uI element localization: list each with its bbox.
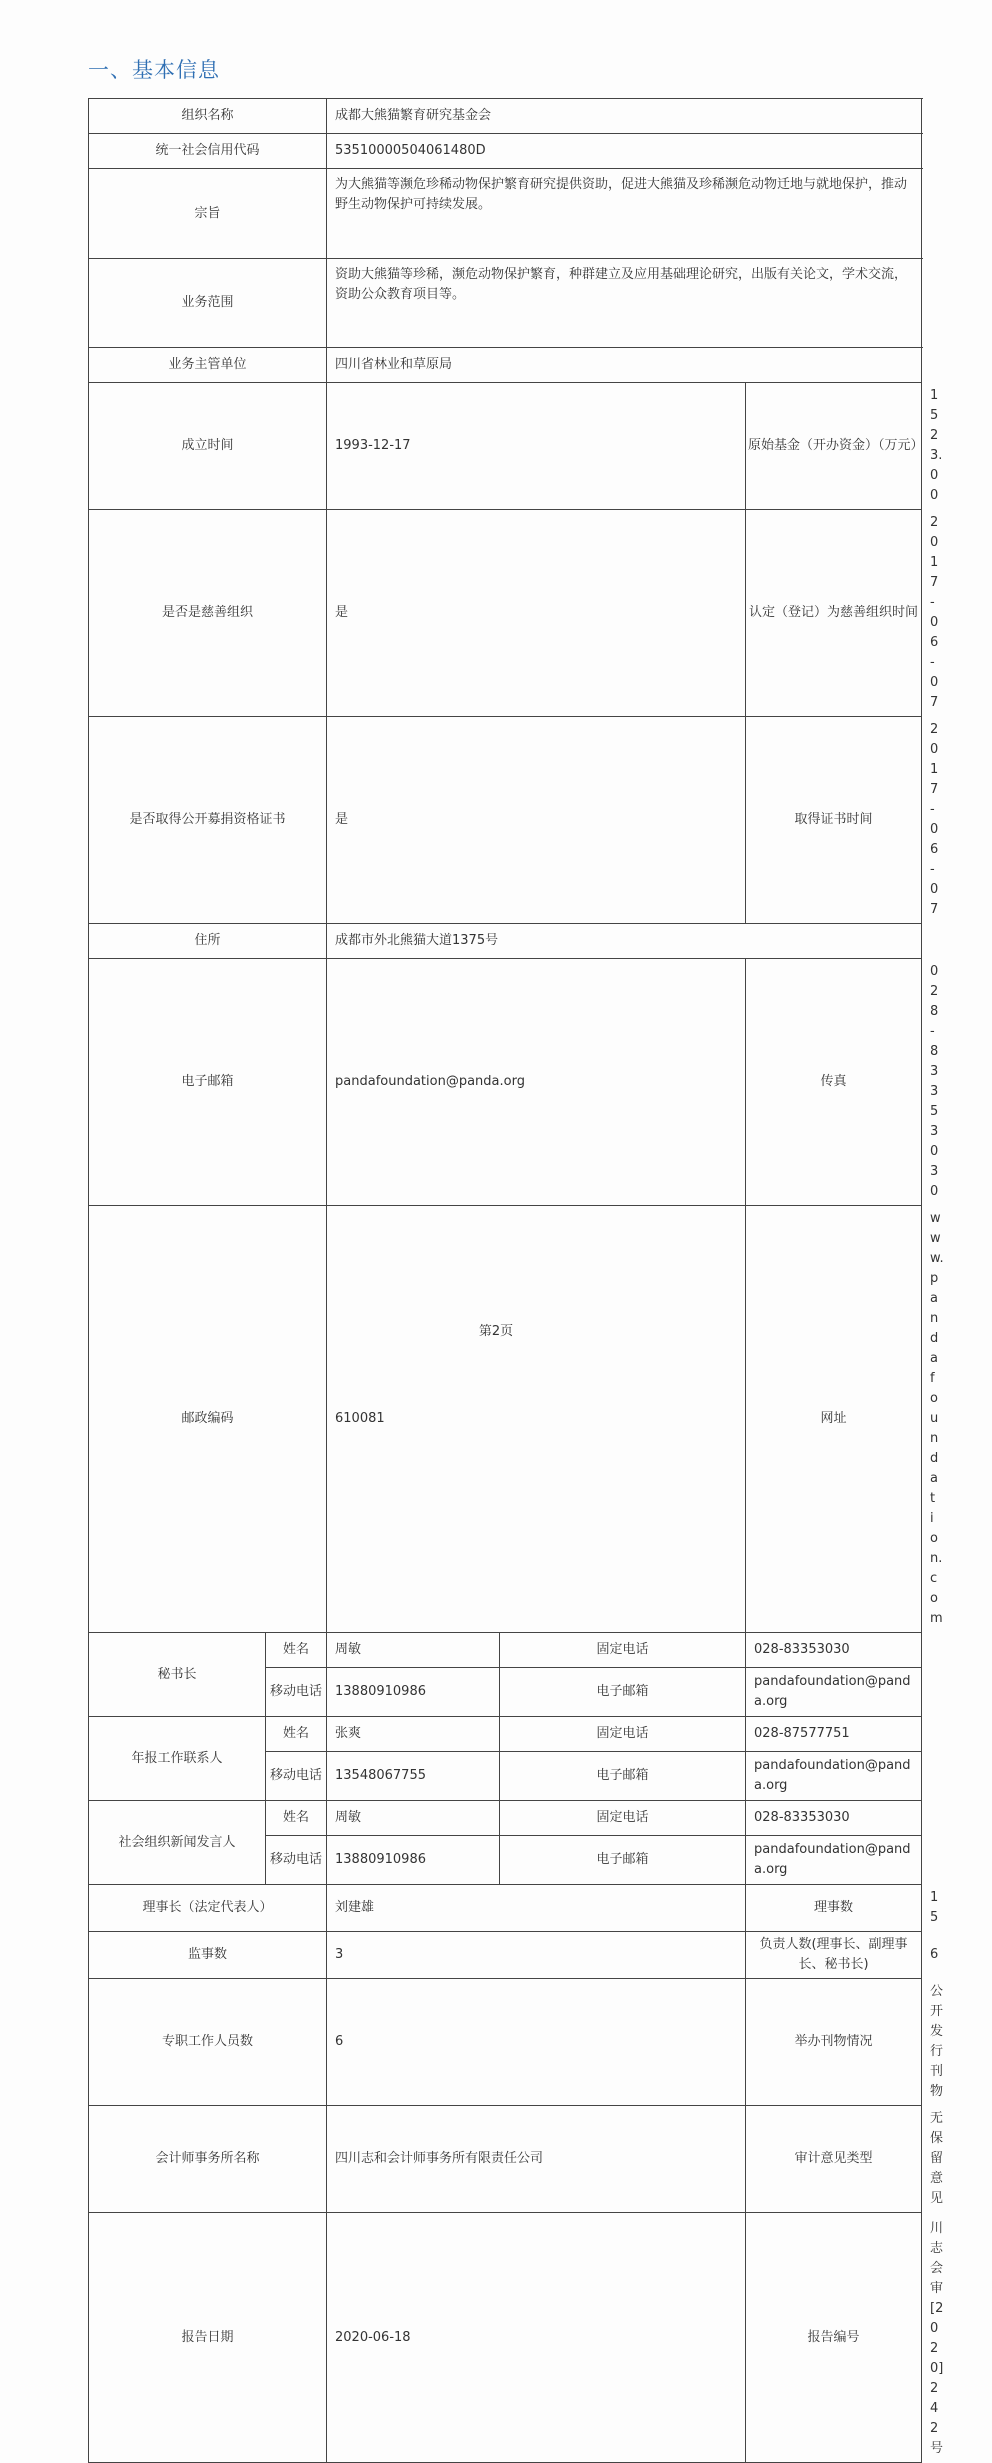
scope-value: 资助大熊猫等珍稀，濒危动物保护繁育，种群建立及应用基础理论研究，出版有关论文，学术交流，资助公众教育项目等。	[327, 259, 922, 348]
credit-code-label: 统一社会信用代码	[89, 134, 327, 169]
supervisors-count-label: 监事数	[89, 1932, 327, 1979]
address-label: 住所	[89, 924, 327, 959]
leaders-count-label: 负责人数(理事长、副理事长、秘书长)	[746, 1932, 922, 1979]
staff-count-label: 专职工作人员数	[89, 1979, 327, 2106]
report-date-value: 2020-06-18	[327, 2213, 746, 2463]
accountant-label: 会计师事务所名称	[89, 2106, 327, 2213]
contact-mobile-label: 移动电话	[266, 1668, 327, 1717]
table-row: 专职工作人员数 6 举办刊物情况 公开发行刊物	[89, 1979, 922, 2106]
contact-email-value: pandafoundation@panda.org	[746, 1668, 922, 1717]
purpose-value: 为大熊猫等濒危珍稀动物保护繁育研究提供资助，促进大熊猫及珍稀濒危动物迁地与就地保护，推动野生动物保护可持续发展。	[327, 169, 922, 259]
contact-mobile-value: 13548067755	[327, 1752, 500, 1801]
contact-role: 秘书长	[89, 1633, 266, 1717]
postcode-value: 610081	[327, 1206, 746, 1633]
table-row	[89, 99, 922, 134]
contact-email-label: 电子邮箱	[500, 1836, 746, 1885]
audit-opinion-label: 审计意见类型	[746, 2106, 922, 2213]
contact-phone-value: 028-83353030	[746, 1801, 922, 1836]
email-label: 电子邮箱	[89, 959, 327, 1206]
scope-label: 业务范围	[89, 259, 327, 348]
contact-phone-value: 028-87577751	[746, 1717, 922, 1752]
contact-email-label: 电子邮箱	[500, 1752, 746, 1801]
table-row: 会计师事务所名称 四川志和会计师事务所有限责任公司 审计意见类型 无保留意见	[89, 2106, 922, 2213]
table-row: 监事数 3 负责人数(理事长、副理事长、秘书长) 6	[89, 1932, 922, 1979]
contact-email-value: pandafoundation@panda.org	[746, 1836, 922, 1885]
contact-phone-label: 固定电话	[500, 1801, 746, 1836]
contact-name-label: 姓名	[266, 1801, 327, 1836]
contact-name-value: 周敏	[327, 1801, 500, 1836]
section-heading: 一、基本信息	[88, 58, 220, 82]
certificate-date-label: 取得证书时间	[746, 717, 922, 924]
table-row: 报告日期 2020-06-18 报告编号 川志会审[2020]242号	[89, 2213, 922, 2463]
purpose-label: 宗旨	[89, 169, 327, 259]
contact-mobile-value: 13880910986	[327, 1668, 500, 1717]
table-row: 理事长（法定代表人） 刘建雄 理事数 15	[89, 1885, 922, 1932]
org-name-value: 成都大熊猫繁育研究基金会	[327, 99, 922, 134]
table-row: 是否取得公开募捐资格证书 是 取得证书时间 2017-06-07	[89, 717, 922, 924]
contact-phone-label: 固定电话	[500, 1717, 746, 1752]
page-number: 第2页	[478, 1324, 514, 1339]
contact-email-value: pandafoundation@panda.org	[746, 1752, 922, 1801]
table-row	[89, 1633, 922, 1668]
postcode-label: 邮政编码	[89, 1206, 327, 1633]
supervisor-label: 业务主管单位	[89, 348, 327, 383]
charity-label: 是否是慈善组织	[89, 510, 327, 717]
report-number-label: 报告编号	[746, 2213, 922, 2463]
table-row	[89, 1801, 922, 1836]
report-date-label: 报告日期	[89, 2213, 327, 2463]
contact-phone-value: 028-83353030	[746, 1633, 922, 1668]
fundraising-label: 是否取得公开募捐资格证书	[89, 717, 327, 924]
website-label: 网址	[746, 1206, 922, 1633]
directors-count-label: 理事数	[746, 1885, 922, 1932]
table-row: 成立时间 1993-12-17 原始基金（开办资金）（万元） 1523.00	[89, 383, 922, 510]
accountant-value: 四川志和会计师事务所有限责任公司	[327, 2106, 746, 2213]
charity-value: 是	[327, 510, 746, 717]
chairman-value: 刘建雄	[327, 1885, 746, 1932]
table-row: 是否是慈善组织 是 认定（登记）为慈善组织时间 2017-06-07	[89, 510, 922, 717]
staff-count-value: 6	[327, 1979, 746, 2106]
table-row: 邮政编码 610081 网址 www.pandafoundation.com	[89, 1206, 922, 1633]
charity-date-label: 认定（登记）为慈善组织时间	[746, 510, 922, 717]
supervisor-value: 四川省林业和草原局	[327, 348, 922, 383]
table-row	[89, 134, 922, 169]
email-value: pandafoundation@panda.org	[327, 959, 746, 1206]
table-row: 电子邮箱 pandafoundation@panda.org 传真 028-83353030	[89, 959, 922, 1206]
publication-label: 举办刊物情况	[746, 1979, 922, 2106]
table-row	[89, 169, 922, 259]
basic-info-table	[88, 98, 944, 2463]
established-value: 1993-12-17	[327, 383, 746, 510]
fax-label: 传真	[746, 959, 922, 1206]
contact-phone-label: 固定电话	[500, 1633, 746, 1668]
table-row	[89, 1717, 922, 1752]
chairman-label: 理事长（法定代表人）	[89, 1885, 327, 1932]
contact-email-label: 电子邮箱	[500, 1668, 746, 1717]
contact-role: 社会组织新闻发言人	[89, 1801, 266, 1885]
contact-role: 年报工作联系人	[89, 1717, 266, 1801]
address-value: 成都市外北熊猫大道1375号	[327, 924, 922, 959]
table-row	[89, 924, 922, 959]
contact-name-value: 周敏	[327, 1633, 500, 1668]
org-name-label: 组织名称	[89, 99, 327, 134]
contact-mobile-label: 移动电话	[266, 1752, 327, 1801]
contact-name-value: 张爽	[327, 1717, 500, 1752]
credit-code-value: 53510000504061480D	[327, 134, 922, 169]
contact-name-label: 姓名	[266, 1633, 327, 1668]
contact-mobile-label: 移动电话	[266, 1836, 327, 1885]
contact-mobile-value: 13880910986	[327, 1836, 500, 1885]
table-row	[89, 348, 922, 383]
fundraising-value: 是	[327, 717, 746, 924]
initial-fund-label: 原始基金（开办资金）（万元）	[746, 383, 922, 510]
supervisors-count-value: 3	[327, 1932, 746, 1979]
table-row	[89, 259, 922, 348]
established-label: 成立时间	[89, 383, 327, 510]
contact-name-label: 姓名	[266, 1717, 327, 1752]
